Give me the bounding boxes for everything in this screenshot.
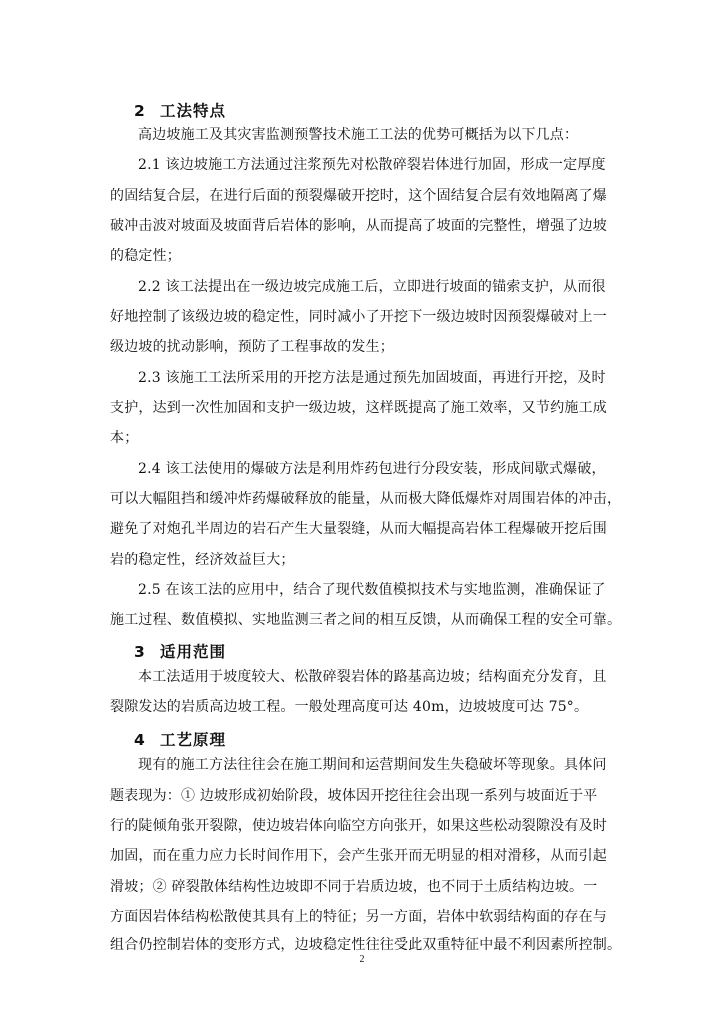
- page-number: 2: [359, 954, 365, 965]
- paragraph-line: 2.2 该工法提出在一级边坡完成施工后，立即进行坡面的锚索支护，从而很: [138, 279, 606, 295]
- section-number: 3: [134, 643, 146, 661]
- paragraph-line: 2.5 在该工法的应用中，结合了现代数值模拟技术与实地监测，准确保证了: [138, 582, 606, 598]
- paragraph-line: 2.4 该工法使用的爆破方法是利用炸药包进行分段安装，形成间歇式爆破，: [138, 461, 606, 477]
- section-number: 4: [134, 731, 146, 749]
- paragraph-line: 现有的施工方法往往会在施工期间和运营期间发生失稳破坏等现象。具体问: [138, 757, 607, 773]
- section-title: 工艺原理: [160, 731, 227, 749]
- paragraph-line: 的稳定性；: [110, 248, 181, 264]
- paragraph-line: 加固，而在重力应力长时间作用下，会产生张开而无明显的相对滑移，从而引起: [110, 848, 607, 864]
- paragraph-line: 支护，达到一次性加固和支护一级边坡，这样既提高了施工效率，又节约施工成: [110, 400, 607, 416]
- paragraph-line: 的固结复合层，在进行后面的预裂爆破开挖时，这个固结复合层有效地隔离了爆: [110, 188, 607, 204]
- paragraph-line: 破冲击波对坡面及坡面背后岩体的影响，从而提高了坡面的完整性，增强了边坡: [110, 218, 607, 234]
- section-4-heading: [134, 728, 226, 750]
- section-title: 工法特点: [160, 102, 227, 120]
- paragraph-line: 本工法适用于坡度较大、松散碎裂岩体的路基高边坡；结构面充分发育，且: [138, 669, 607, 685]
- section-title: 适用范围: [160, 643, 227, 661]
- paragraph-line: 题表现为：① 边坡形成初始阶段，坡体因开挖往往会出现一系列与坡面近于平: [110, 788, 598, 804]
- paragraph-line: 可以大幅阻挡和缓冲炸药爆破释放的能量，从而极大降低爆炸对周围岩体的冲击，: [110, 491, 622, 507]
- paragraph-line: 施工过程、数值模拟、实地监测三者之间的相互反馈，从而确保工程的安全可靠。: [110, 612, 622, 628]
- paragraph-line: 避免了对炮孔半周边的岩石产生大量裂缝，从而大幅提高岩体工程爆破开挖后围: [110, 521, 607, 537]
- section-number: 2: [134, 102, 146, 120]
- paragraph-line: 好地控制了该级边坡的稳定性，同时减小了开挖下一级边坡时因预裂爆破对上一: [110, 309, 607, 325]
- paragraph-line: 级边坡的扰动影响，预防了工程事故的发生；: [110, 339, 394, 355]
- paragraph-line: 2.1 该边坡施工方法通过注浆预先对松散碎裂岩体进行加固，形成一定厚度: [138, 157, 606, 173]
- paragraph-line: 2.3 该施工工法所采用的开挖方法是通过预先加固坡面，再进行开挖，及时: [138, 370, 606, 386]
- paragraph-line: 岩的稳定性，经济效益巨大；: [110, 552, 295, 568]
- paragraph-line: 裂隙发达的岩质高边坡工程。一般处理高度可达 40m，边坡坡度可达 75°。: [110, 699, 589, 715]
- paragraph-line: 滑坡；② 碎裂散体结构性边坡即不同于岩质边坡，也不同于土质结构边坡。一: [110, 879, 598, 895]
- section-3-heading: [134, 640, 226, 662]
- paragraph-line: 组合仍控制岩体的变形方式，边坡稳定性往往受此双重特征中最不利因素所控制。: [110, 937, 622, 953]
- paragraph-line: 本；: [110, 430, 139, 446]
- paragraph-line: 方面因岩体结构松散使其具有上的特征；另一方面，岩体中软弱结构面的存在与: [110, 909, 607, 925]
- paragraph-line: 高边坡施工及其灾害监测预警技术施工工法的优势可概括为以下几点：: [138, 127, 579, 143]
- paragraph-line: 行的陡倾角张开裂隙，使边坡岩体向临空方向张开，如果这些松动裂隙没有及时: [110, 818, 607, 834]
- section-2-heading: [134, 99, 226, 121]
